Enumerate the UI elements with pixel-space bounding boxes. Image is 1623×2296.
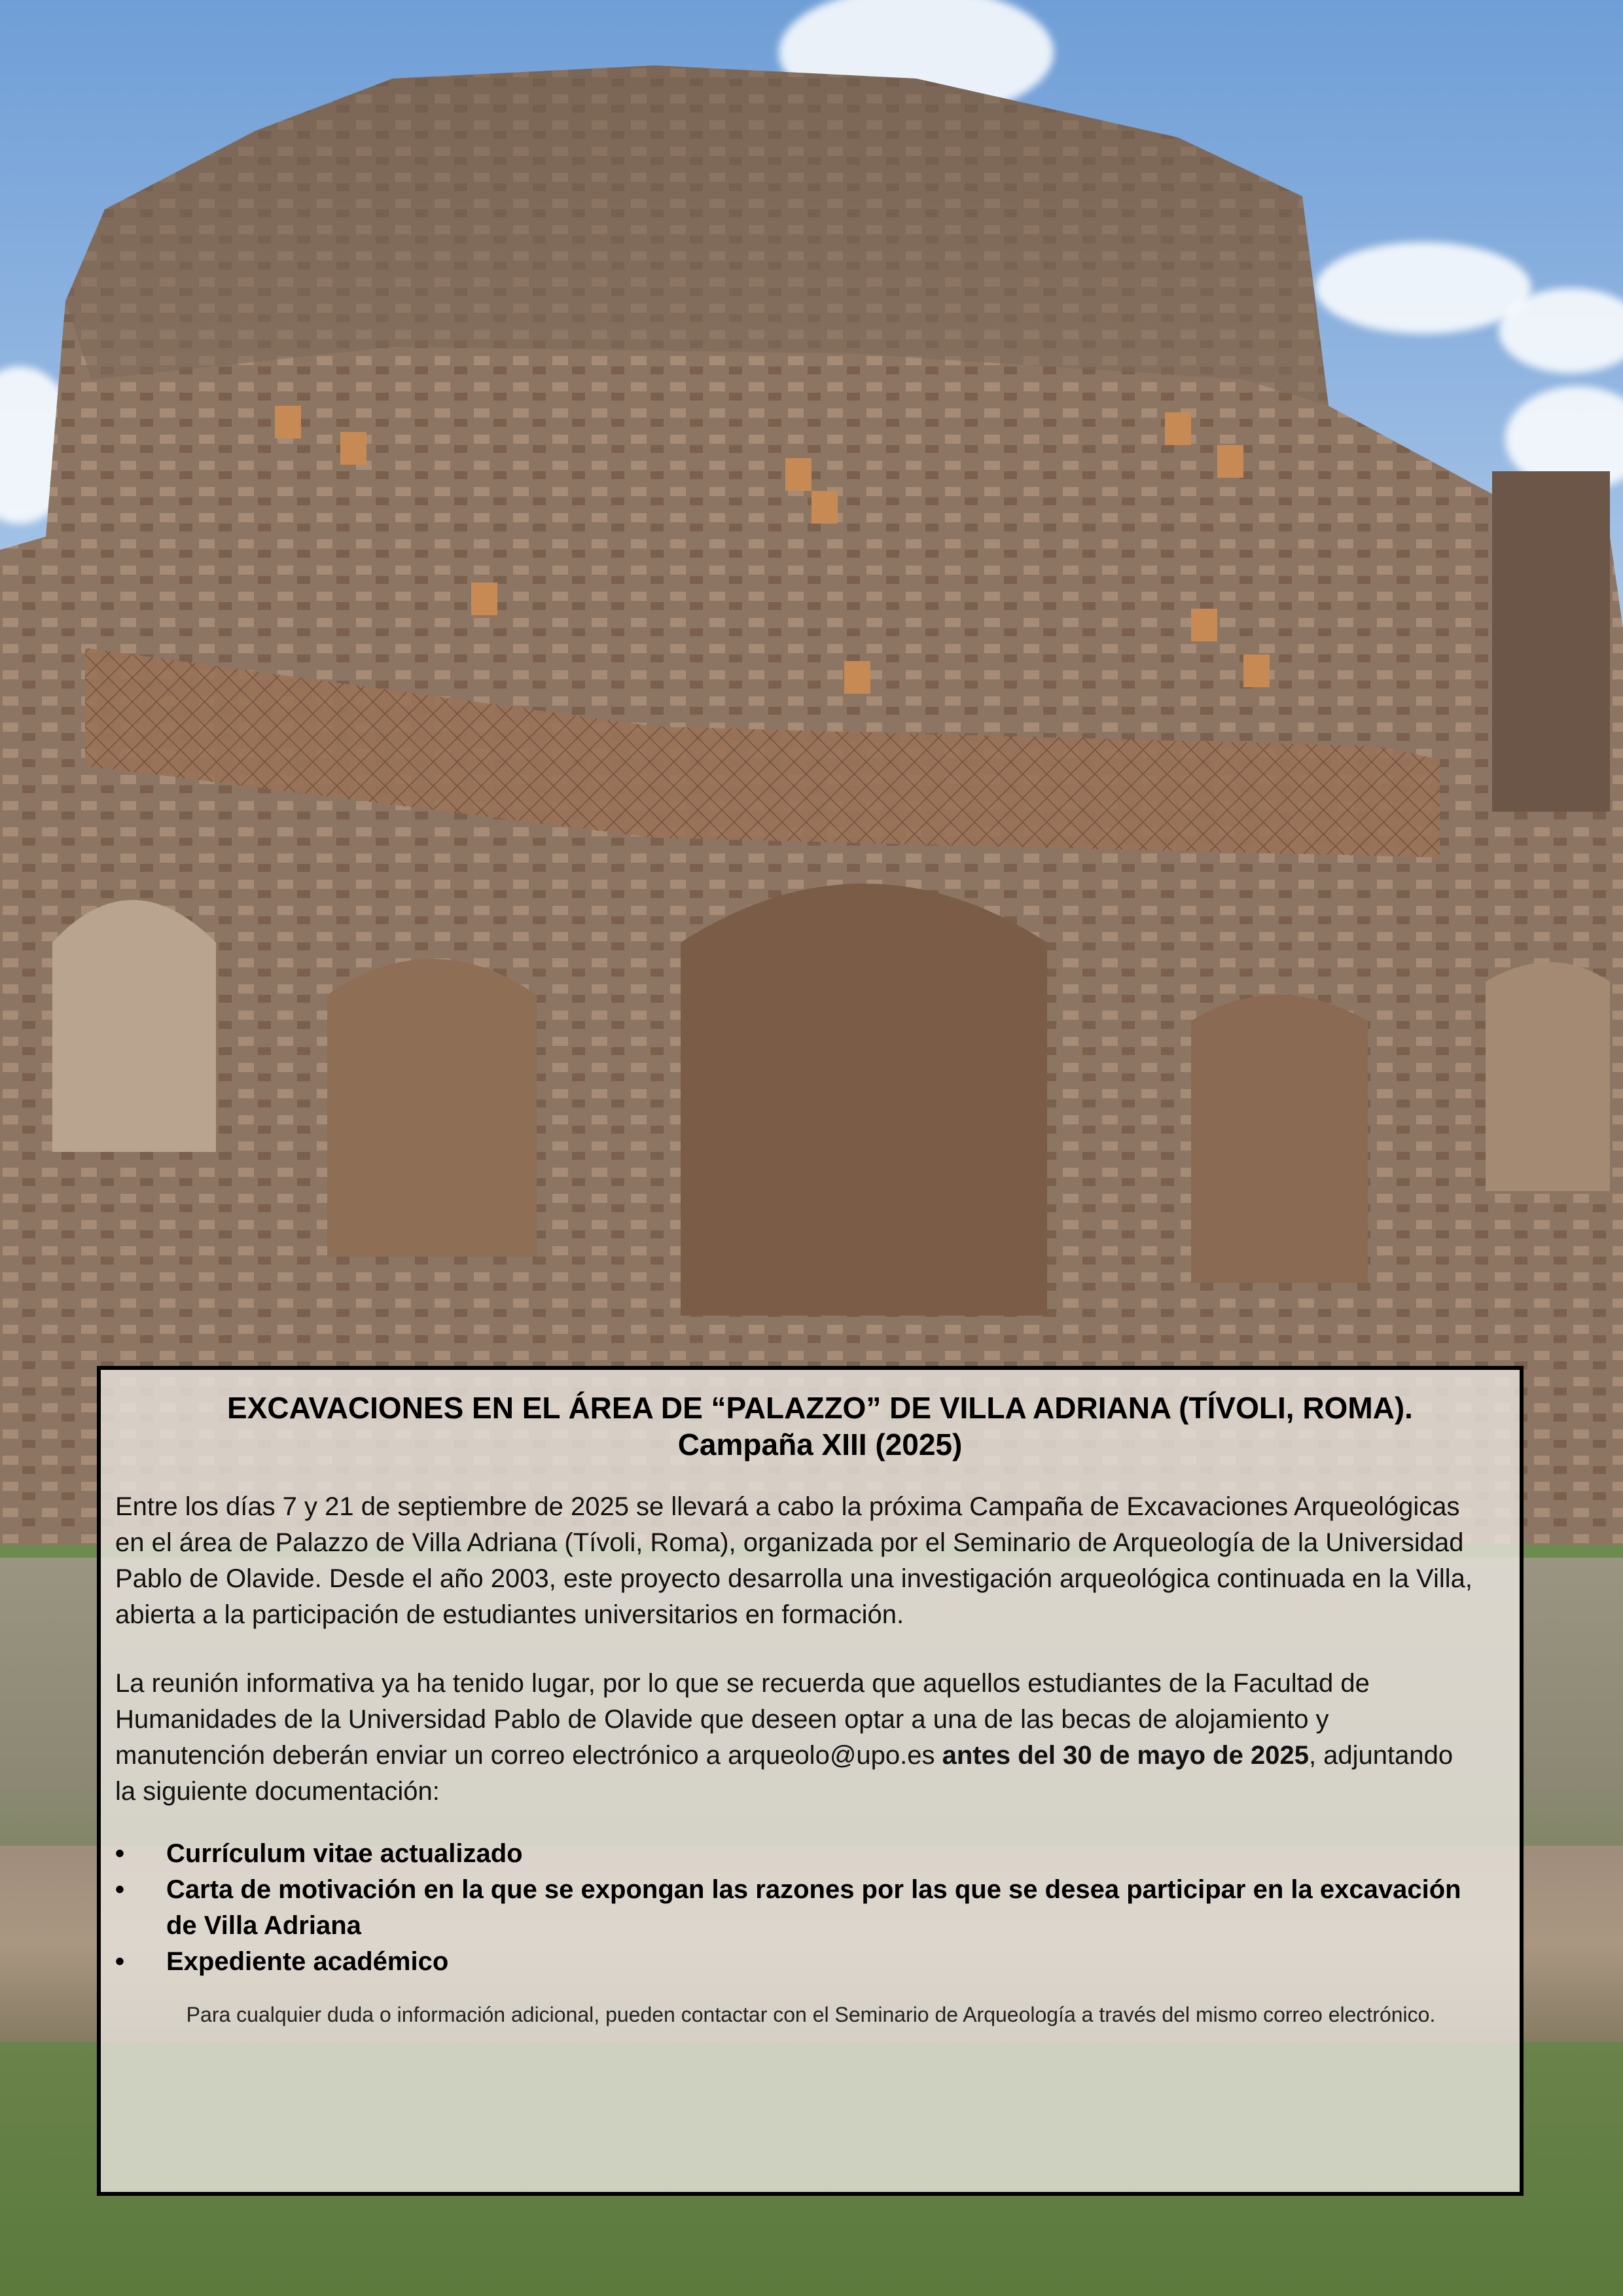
paragraph-application: [115, 1666, 1480, 1810]
list-item: [115, 1872, 1480, 1944]
list-item: [115, 1944, 1480, 1980]
contact-footer: Para cualquier duda o información adicional, pueden contactar con el Seminario de Arqueología a través del mismo correo electrónico.: [186, 2003, 1436, 2026]
notice-title: EXCAVACIONES EN EL ÁREA DE “PALAZZO” DE VILLA ADRIANA (TÍVOLI, ROMA). Campaña XIII (2025): [227, 1391, 1413, 1462]
bullet-icon: •: [115, 1947, 125, 1976]
ruin-wall: [0, 39, 1623, 1597]
documents-list: [115, 1836, 1480, 1980]
document-label: Expediente académico: [166, 1947, 449, 1976]
paragraph-application-end: , adjuntando la siguiente documentación:: [115, 1741, 1454, 1806]
paragraph-application-text: La reunión informativa ya ha tenido lugar, por lo que se recuerda que aquellos estudiantes de la Facultad de Humanidades de la Universidad Pablo de Olavide que deseen optar a una de las becas de alojamiento y manutención deberán enviar un correo electrónico a arqueolo@upo.es: [115, 1669, 1370, 1770]
document-label: Currículum vitae actualizado: [166, 1839, 523, 1868]
list-item: [115, 1836, 1480, 1872]
bullet-icon: •: [115, 1839, 125, 1868]
notice-panel: [97, 1366, 1524, 2196]
document-label: Carta de motivación en la que se expongan las razones por las que se desea participar en la excavación de Villa Adriana: [166, 1875, 1461, 1940]
bullet-icon: •: [115, 1875, 125, 1904]
deadline-text: antes del 30 de mayo de 2025: [942, 1741, 1309, 1770]
paragraph-campaign: Entre los días 7 y 21 de septiembre de 2025 se llevará a cabo la próxima Campaña de Excavaciones Arqueológicas en el área de Palazzo de Villa Adriana (Tívoli, Roma), organizada por el Seminario de Arqueología de la Universidad Pablo de Olavide. Desde el año 2003, este proyecto desarrolla una investigación arqueológica continuada en la Villa, abierta a la participación de estudiantes universitarios en formación.: [115, 1492, 1472, 1629]
